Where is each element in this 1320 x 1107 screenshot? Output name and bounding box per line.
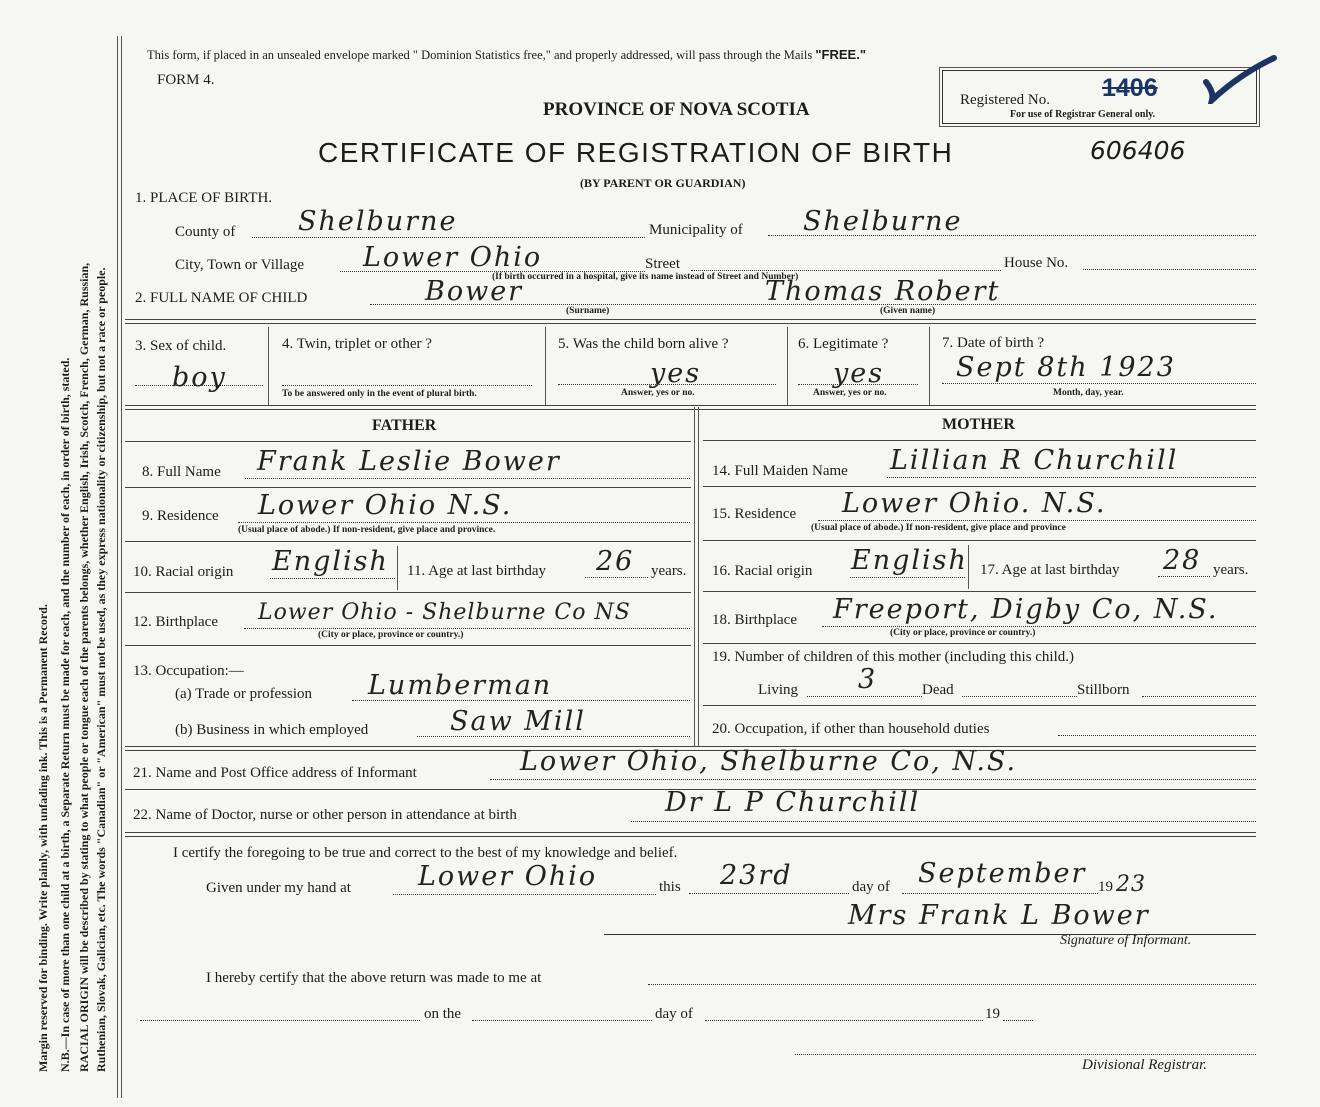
margin-note-racial-origin: RACIAL ORIGIN will be described by stating to what people or tongue each of the parents belongs, whether English, Irish, Scotch, French, German, Russian, — [77, 262, 91, 1072]
divisional-registrar-line — [795, 1054, 1256, 1055]
registrar-statement: I hereby certify that the above return was made to me at — [206, 970, 542, 986]
certify-statement: I certify the foregoing to be true and correct to the best of my knowledge and belief. — [173, 845, 678, 861]
mother-age-value: 28 — [1163, 545, 1202, 576]
month-line — [902, 893, 1098, 894]
mother-age-line — [1158, 576, 1210, 577]
father-business-label: (b) Business in which employed — [175, 722, 369, 738]
registered-value: 1406 — [1102, 74, 1158, 102]
house-label: House No. — [1004, 255, 1069, 271]
child-name-label: 2. FULL NAME OF CHILD — [135, 290, 308, 306]
certificate-subtitle: (BY PARENT OR GUARDIAN) — [580, 176, 746, 190]
alive-value: yes — [650, 358, 702, 389]
rule-after-row-3-7 — [125, 405, 1256, 410]
registrar-place-line — [648, 984, 1256, 985]
signature-value: Mrs Frank L Bower — [848, 900, 1150, 931]
father-racial-label: 10. Racial origin — [133, 564, 234, 580]
father-name-value: Frank Leslie Bower — [257, 446, 561, 477]
mother-rule-16 — [703, 591, 1256, 592]
registrar-year-line — [1003, 1020, 1033, 1021]
day-of-label: day of — [852, 879, 890, 895]
registrar-note: For use of Registrar General only. — [1010, 109, 1156, 120]
father-heading: FATHER — [372, 417, 437, 434]
mother-racial-value: English — [851, 545, 968, 576]
mother-living-value: 3 — [858, 664, 878, 695]
father-heading-rule — [125, 441, 691, 442]
registrar-month-line — [705, 1020, 983, 1021]
mother-children-label: 19. Number of children of this mother (including this child.) — [712, 649, 1075, 665]
father-name-label: 8. Full Name — [142, 464, 221, 480]
surname-caption: (Surname) — [566, 306, 610, 316]
mother-living-line — [807, 696, 922, 697]
municipality-value: Shelburne — [803, 206, 963, 237]
registrar-name-line — [140, 1020, 420, 1021]
county-line — [252, 237, 645, 238]
doctor-line — [631, 821, 1256, 822]
twin-note: To be answered only in the event of plural birth. — [282, 389, 477, 399]
given-place-value: Lower Ohio — [418, 861, 598, 892]
mother-name-value: Lillian R Churchill — [890, 445, 1179, 476]
father-birthplace-value: Lower Ohio - Shelburne Co NS — [258, 600, 631, 625]
father-racial-value: English — [272, 546, 389, 577]
mother-heading: MOTHER — [942, 416, 1015, 433]
mother-birthplace-label: 18. Birthplace — [712, 612, 797, 628]
mother-rule-15 — [703, 540, 1256, 541]
father-racial-divider — [397, 546, 398, 590]
father-birthplace-label: 12. Birthplace — [133, 614, 218, 630]
place-of-birth-label: 1. PLACE OF BIRTH. — [135, 190, 273, 206]
father-occupation-label: 13. Occupation:— — [133, 663, 244, 679]
father-trade-label: (a) Trade or profession — [175, 686, 313, 702]
mother-stillborn-label: Stillborn — [1077, 682, 1130, 698]
alive-caption: Answer, yes or no. — [621, 388, 695, 398]
county-value: Shelburne — [298, 206, 458, 237]
legit-label: 6. Legitimate ? — [798, 336, 889, 352]
registrar-day-of-label: day of — [655, 1006, 693, 1022]
father-age-value: 26 — [596, 546, 635, 577]
father-rule-9 — [125, 541, 691, 542]
mother-heading-rule — [703, 440, 1256, 441]
province-title: PROVINCE OF NOVA SCOTIA — [543, 99, 810, 120]
year-value: 23 — [1116, 872, 1146, 897]
handwritten-number: 606406 — [1090, 136, 1186, 165]
father-age-line — [585, 577, 648, 578]
dob-value: Sept 8th 1923 — [956, 352, 1176, 383]
given-caption: (Given name) — [880, 306, 936, 316]
surname-value: Bower — [425, 276, 524, 307]
dob-label: 7. Date of birth ? — [942, 335, 1045, 351]
city-label: City, Town or Village — [175, 257, 305, 273]
mother-stillborn-line — [1142, 696, 1256, 697]
month-value: September — [918, 858, 1087, 889]
doctor-label: 22. Name of Doctor, nurse or other person in attendance at birth — [133, 807, 517, 823]
form-number: FORM 4. — [157, 72, 215, 88]
mother-age-label: 17. Age at last birthday — [980, 562, 1120, 578]
margin-note-binding: Margin reserved for binding. Write plainly, with unfading ink. This is a Permanent Record. — [36, 604, 50, 1072]
day-value: 23rd — [720, 860, 793, 891]
father-birthplace-line — [244, 628, 690, 629]
signature-caption: Signature of Informant. — [1060, 933, 1192, 948]
street-line — [691, 270, 1001, 271]
divisional-registrar-caption: Divisional Registrar. — [1082, 1057, 1208, 1073]
margin-note-racial-origin-cont: Ruthenian, Slovak, Galician, etc. The words "Canadian" or "American" must not be used, as they express nationality or citizenship, but not a race or people. — [94, 267, 108, 1072]
hospital-note: (If birth occurred in a hospital, give its name instead of Street and Number) — [492, 272, 799, 282]
mother-dead-label: Dead — [922, 682, 954, 698]
father-name-line — [245, 478, 690, 479]
street-label: Street — [645, 256, 680, 272]
father-residence-caption: (Usual place of abode.) If non-resident, give place and province. — [238, 525, 496, 535]
mother-years-label: years. — [1213, 562, 1249, 578]
sex-label: 3. Sex of child. — [135, 338, 227, 354]
mail-free: "FREE." — [815, 47, 866, 62]
margin-note-separate-return: N.B.—In case of more than one child at a birth, a Separate Return must be made for each, and the number of each, in order of birth, stated. — [58, 357, 72, 1072]
informant-line — [490, 779, 1256, 780]
this-label: this — [659, 879, 681, 895]
mother-dead-line — [962, 696, 1077, 697]
father-residence-label: 9. Residence — [142, 508, 219, 524]
father-birthplace-caption: (City or place, province or country.) — [318, 630, 464, 640]
father-racial-line — [270, 578, 395, 579]
mother-birthplace-caption: (City or place, province or country.) — [890, 628, 1036, 638]
rule-after-child-name — [125, 319, 1256, 324]
mother-residence-label: 15. Residence — [712, 506, 797, 522]
father-rule-12 — [125, 645, 691, 646]
mother-racial-label: 16. Racial origin — [712, 563, 813, 579]
on-the-label: on the — [424, 1006, 462, 1022]
mother-living-label: Living — [758, 682, 798, 698]
mother-rule-18 — [703, 643, 1256, 644]
father-rule-10 — [125, 592, 691, 593]
alive-label: 5. Was the child born alive ? — [558, 336, 729, 352]
day-line — [689, 893, 849, 894]
house-line — [1083, 269, 1256, 270]
informant-label: 21. Name and Post Office address of Informant — [133, 765, 417, 781]
mother-birthplace-value: Freeport, Digby Co, N.S. — [833, 594, 1219, 625]
divider-3-4 — [268, 327, 269, 405]
mother-residence-value: Lower Ohio. N.S. — [842, 488, 1107, 519]
dob-line — [942, 383, 1256, 384]
mother-name-line — [887, 477, 1256, 478]
legit-caption: Answer, yes or no. — [813, 388, 887, 398]
given-place-line — [393, 894, 656, 895]
municipality-label: Municipality of — [649, 222, 743, 238]
mother-name-label: 14. Full Maiden Name — [712, 463, 848, 479]
father-years-label: years. — [651, 563, 687, 579]
mother-residence-line — [818, 520, 1256, 521]
mail-notice-text: This form, if placed in an unsealed envelope marked " Dominion Statistics free," and properly addressed, will pass through the Mails — [147, 48, 813, 62]
check-mark-icon — [1200, 52, 1280, 104]
twin-line — [282, 385, 532, 386]
given-under-label: Given under my hand at — [206, 880, 351, 896]
city-value: Lower Ohio — [363, 242, 543, 273]
mother-rule-14 — [703, 486, 1256, 487]
father-residence-line — [238, 522, 690, 523]
mother-rule-19 — [703, 705, 1256, 706]
father-trade-value: Lumberman — [368, 670, 553, 701]
mother-racial-divider — [968, 545, 969, 589]
divider-5-6 — [787, 327, 788, 405]
mother-birthplace-line — [822, 626, 1256, 627]
year-prefix: 19 — [1098, 879, 1113, 895]
registrar-day-line — [472, 1020, 652, 1021]
mail-notice — [147, 47, 866, 63]
divider-4-5 — [545, 327, 546, 405]
binding-rule — [117, 36, 122, 1098]
mother-occupation-label: 20. Occupation, if other than household duties — [712, 721, 990, 737]
informant-value: Lower Ohio, Shelburne Co, N.S. — [520, 746, 1018, 777]
mother-residence-caption: (Usual place of abode.) If non-resident, give place and province — [811, 523, 1066, 533]
registered-label: Registered No. — [960, 92, 1050, 108]
father-mother-divider — [694, 407, 699, 747]
rule-after-22 — [125, 832, 1256, 837]
mother-racial-line — [850, 577, 965, 578]
certificate-title: CERTIFICATE OF REGISTRATION OF BIRTH — [318, 137, 954, 168]
registrar-year-label: 19 — [985, 1006, 1000, 1022]
given-name-value: Thomas Robert — [765, 276, 1001, 307]
father-business-value: Saw Mill — [450, 706, 586, 737]
legit-value: yes — [833, 358, 885, 389]
doctor-value: Dr L P Churchill — [665, 787, 921, 818]
father-rule-8 — [125, 487, 691, 488]
divider-6-7 — [929, 327, 930, 405]
dob-caption: Month, day, year. — [1053, 388, 1124, 398]
father-age-label: 11. Age at last birthday — [407, 563, 546, 579]
county-label: County of — [175, 224, 236, 240]
sex-value: boy — [172, 362, 227, 393]
twin-label: 4. Twin, triplet or other ? — [282, 336, 432, 352]
father-residence-value: Lower Ohio N.S. — [258, 490, 513, 521]
mother-occupation-line — [1058, 735, 1256, 736]
